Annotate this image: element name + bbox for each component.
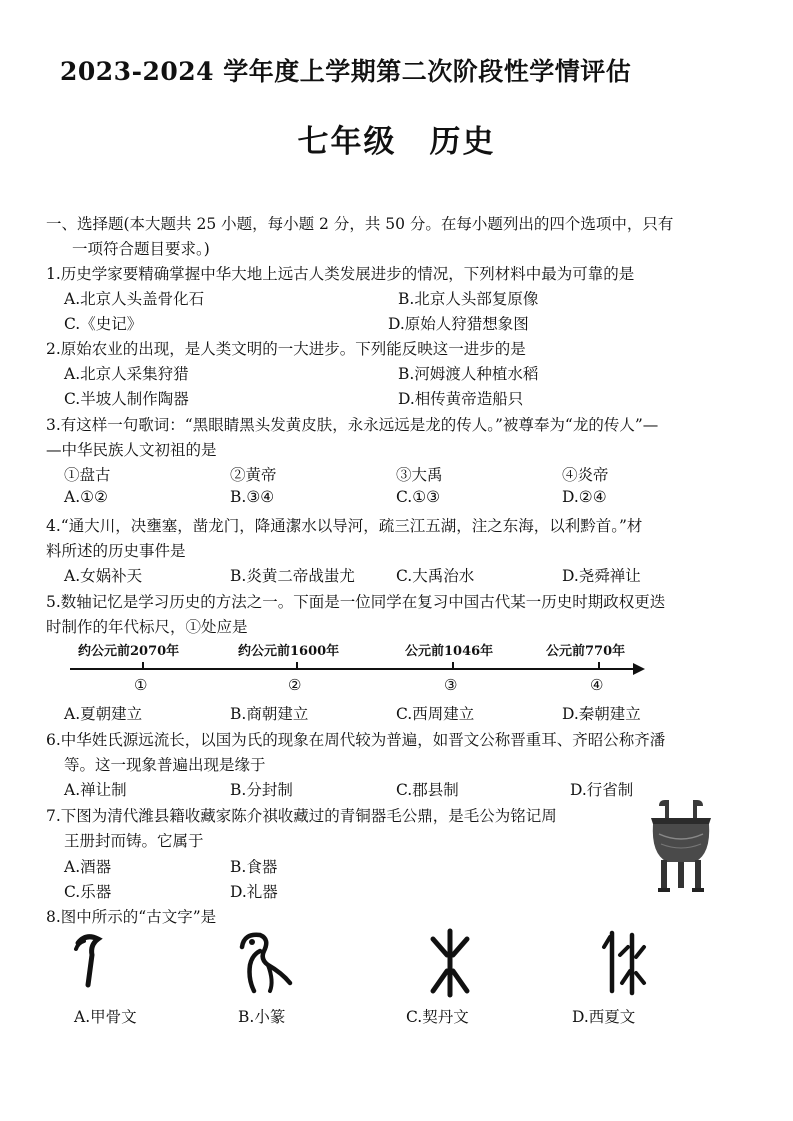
- question-6-stem-line1: 6.中华姓氏源远流长，以国为氏的现象在周代较为普遍，如晋文公称晋重耳、齐昭公称齐潘: [46, 731, 666, 749]
- exam-title: 2023-2024 学年度上学期第二次阶段性学情评估: [60, 57, 632, 86]
- question-7-stem-line1: 7.下图为清代潍县籍收藏家陈介祺收藏过的青铜器毛公鼎，是毛公为铭记周: [46, 807, 557, 825]
- question-8-option-a: A.甲骨文: [74, 1008, 137, 1026]
- question-3-item-4: ④炎帝: [562, 466, 609, 484]
- timeline-mark-3: ③: [444, 676, 458, 694]
- question-6-option-b: B.分封制: [230, 781, 293, 799]
- question-5-stem-line2: 时制作的年代标尺，①处应是: [46, 618, 248, 636]
- timeline-ruler: [70, 640, 650, 700]
- timeline-mark-2: ②: [288, 676, 302, 694]
- timeline-label-4: 公元前770年: [546, 644, 626, 659]
- timeline-tick: [142, 662, 144, 670]
- khitan-glyph-icon: [425, 925, 475, 1000]
- question-5-option-b: B.商朝建立: [230, 705, 309, 723]
- section-instructions-line2: 一项符合题目要求。): [72, 240, 210, 258]
- question-5-option-d: D.秦朝建立: [562, 705, 641, 723]
- question-2-option-a: A.北京人采集狩猎: [64, 365, 189, 383]
- timeline-label-2: 约公元前1600年: [238, 644, 340, 659]
- question-8-option-c: C.契丹文: [406, 1008, 469, 1026]
- question-5-option-c: C.西周建立: [396, 705, 475, 723]
- timeline-label-1: 约公元前2070年: [78, 644, 180, 659]
- exam-subject: 七年级 历史: [297, 124, 496, 160]
- question-7-option-d: D.礼器: [230, 883, 278, 901]
- bronze-ding-image: [645, 800, 717, 892]
- timeline-arrow-icon: [633, 663, 645, 675]
- timeline-mark-4: ④: [590, 676, 604, 694]
- question-3-option-c: C.①③: [396, 488, 441, 506]
- question-4-stem-line2: 料所述的历史事件是: [46, 542, 186, 560]
- question-1-option-d: D.原始人狩猎想象图: [388, 315, 529, 333]
- question-1-option-c: C.《史记》: [64, 315, 143, 333]
- tangut-glyph-icon: [598, 925, 653, 1000]
- question-4-option-b: B.炎黄二帝战蚩尤: [230, 567, 355, 585]
- timeline-mark-1: ①: [134, 676, 148, 694]
- question-3-option-a: A.①②: [64, 488, 108, 506]
- question-6-option-c: C.郡县制: [396, 781, 459, 799]
- timeline-label-3: 公元前1046年: [405, 644, 494, 659]
- question-3-item-3: ③大禹: [396, 466, 443, 484]
- question-1-stem: 1.历史学家要精确掌握中华大地上远古人类发展进步的情况，下列材料中最为可靠的是: [46, 265, 635, 283]
- question-3-option-d: D.②④: [562, 488, 607, 506]
- timeline-tick: [296, 662, 298, 670]
- question-1-option-b: B.北京人头部复原像: [398, 290, 539, 308]
- question-3-option-b: B.③④: [230, 488, 275, 506]
- question-6-option-a: A.禅让制: [64, 781, 127, 799]
- question-4-option-c: C.大禹治水: [396, 567, 475, 585]
- question-4-option-a: A.女娲补天: [64, 567, 143, 585]
- question-5-stem-line1: 5.数轴记忆是学习历史的方法之一。下面是一位同学在复习中国古代某一历史时期政权更迭: [46, 593, 666, 611]
- question-2-option-c: C.半坡人制作陶器: [64, 390, 189, 408]
- question-2-stem: 2.原始农业的出现，是人类文明的一大进步。下列能反映这一进步的是: [46, 340, 526, 358]
- oracle-bone-glyph-icon: [68, 925, 118, 1000]
- question-7-option-c: C.乐器: [64, 883, 112, 901]
- section-instructions-line1: 一、选择题(本大题共 25 小题，每小题 2 分，共 50 分。在每小题列出的四个选项中，只有: [46, 215, 674, 233]
- question-3-stem-line1: 3.有这样一句歌词：“黑眼睛黑头发黄皮肤，永永远远是龙的传人。”被尊奉为“龙的传人”—: [46, 416, 659, 434]
- question-7-option-a: A.酒器: [64, 858, 112, 876]
- question-3-item-1: ①盘古: [64, 466, 111, 484]
- question-2-option-b: B.河姆渡人种植水稻: [398, 365, 539, 383]
- small-seal-glyph-icon: [230, 925, 300, 1000]
- question-8-stem: 8.图中所示的“古文字”是: [46, 908, 217, 926]
- question-8-option-d: D.西夏文: [572, 1008, 636, 1026]
- timeline-axis: [70, 668, 638, 670]
- question-1-option-a: A.北京人头盖骨化石: [64, 290, 205, 308]
- question-6-stem-line2: 等。这一现象普遍出现是缘于: [64, 756, 266, 774]
- question-4-option-d: D.尧舜禅让: [562, 567, 641, 585]
- question-8-option-b: B.小篆: [238, 1008, 286, 1026]
- question-7-option-b: B.食器: [230, 858, 278, 876]
- timeline-tick: [598, 662, 600, 670]
- question-6-option-d: D.行省制: [570, 781, 634, 799]
- question-3-stem-line2: —中华民族人文初祖的是: [46, 441, 217, 459]
- question-3-item-2: ②黄帝: [230, 466, 277, 484]
- question-4-stem-line1: 4.“通大川，决壅塞，凿龙门，降通潔水以导河，疏三江五湖，注之东海，以利黔首。”材: [46, 517, 643, 535]
- question-2-option-d: D.相传黄帝造船只: [398, 390, 524, 408]
- question-5-option-a: A.夏朝建立: [64, 705, 143, 723]
- timeline-tick: [452, 662, 454, 670]
- question-7-stem-line2: 王册封而铸。它属于: [64, 832, 204, 850]
